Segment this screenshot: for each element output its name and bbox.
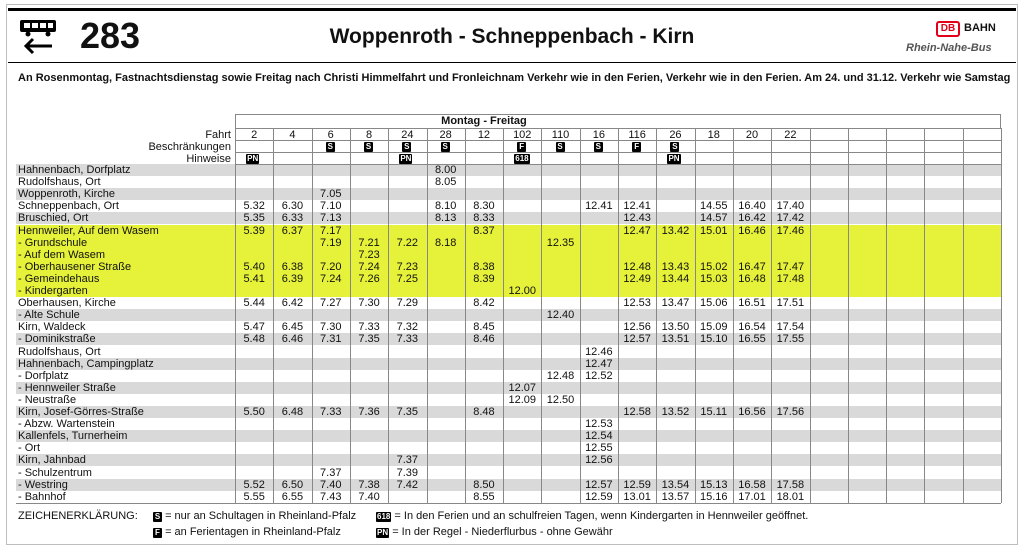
departure-time: 12.56 <box>623 321 651 334</box>
row-background <box>16 273 1001 285</box>
departure-time: 7.30 <box>320 321 342 334</box>
day-header: Montag - Freitag <box>441 115 527 127</box>
departure-time: 17.54 <box>776 321 805 334</box>
departure-time: 7.40 <box>320 478 342 491</box>
grid-line <box>388 128 389 503</box>
trip-number: 102 <box>513 129 532 141</box>
db-logo: DB <box>936 21 960 37</box>
departure-time: 8.00 <box>434 164 457 176</box>
grid-line <box>848 128 849 503</box>
departure-time: 5.48 <box>243 333 265 346</box>
stop-name: - Dorfplatz <box>18 369 69 382</box>
legend-item-f <box>153 526 341 538</box>
departure-time: 12.35 <box>546 236 575 249</box>
departure-time: 12.52 <box>585 369 613 382</box>
departure-time: 13.42 <box>661 224 690 237</box>
grid-line <box>273 128 274 503</box>
legend-symbol: F <box>153 528 162 538</box>
departure-time: 7.38 <box>358 478 380 491</box>
departure-time: 7.22 <box>396 236 419 249</box>
departure-time: 7.24 <box>358 260 380 273</box>
departure-time: 17.40 <box>776 200 805 213</box>
header-label: Fahrt <box>205 129 231 141</box>
row-background <box>16 358 1001 370</box>
stop-name: - Alte Schule <box>18 309 80 322</box>
trip-number: 18 <box>707 129 720 141</box>
departure-time: 15.10 <box>699 333 728 346</box>
departure-time: 7.24 <box>320 272 342 285</box>
departure-time: 7.10 <box>320 200 342 213</box>
departure-time: 5.41 <box>243 272 265 285</box>
departure-time: 12.09 <box>508 393 536 406</box>
departure-time: 12.43 <box>623 212 651 225</box>
departure-time: 12.56 <box>585 454 613 467</box>
stop-name: - Hennweiler Straße <box>18 381 116 394</box>
grid-line <box>350 128 351 503</box>
departure-time: 8.50 <box>473 478 495 491</box>
departure-time: 7.40 <box>358 490 380 503</box>
departure-time: 16.40 <box>738 200 766 213</box>
departure-time: 8.05 <box>434 176 457 189</box>
trip-number: 110 <box>551 129 570 141</box>
departure-time: 13.43 <box>661 260 690 273</box>
departure-time: 7.17 <box>320 224 342 237</box>
grid-line <box>503 128 504 503</box>
legend-symbol: 618 <box>377 512 391 521</box>
stop-name: - Westring <box>18 478 68 491</box>
legend-text: = In der Regel - Niederflurbus - ohne Gewähr <box>392 526 613 538</box>
stop-name: - Schulzentrum <box>18 466 92 479</box>
row-background <box>16 406 1001 418</box>
departure-time: 7.35 <box>396 406 419 418</box>
row-background <box>16 454 1001 466</box>
departure-time: 5.47 <box>243 321 265 334</box>
restriction-badge: S <box>327 142 333 151</box>
legend-symbol: S <box>154 512 161 521</box>
departure-time: 7.20 <box>320 260 342 273</box>
grid-line <box>312 128 313 503</box>
grid-line <box>235 152 1001 153</box>
service-notice: An Rosenmontag, Fastnachtsdienstag sowie Freitag nach Christi Himmelfahrt und Fronleichnam Verkehr wie in den Ferien, Verkehr wie in den Ferien. Am 24. und 31.12. Verkehr wie Samstag <box>18 72 1011 84</box>
stop-name: Rudolfshaus, Ort <box>18 176 101 189</box>
departure-time: 12.55 <box>585 442 613 455</box>
trip-number: 116 <box>628 129 646 141</box>
grid-line <box>465 128 466 503</box>
departure-time: 12.47 <box>623 224 651 237</box>
departure-time: 8.42 <box>473 297 495 310</box>
departure-time: 6.30 <box>281 200 304 213</box>
departure-time: 6.42 <box>281 297 304 310</box>
departure-time: 18.01 <box>776 490 805 503</box>
stop-name: - Abzw. Wartenstein <box>18 418 115 431</box>
departure-time: 7.27 <box>320 297 342 310</box>
grid-line <box>235 128 236 503</box>
departure-time: 5.35 <box>243 212 265 225</box>
grid-line <box>235 164 1001 165</box>
departure-time: 7.23 <box>396 260 419 273</box>
departure-time: 13.52 <box>661 406 690 418</box>
departure-time: 12.57 <box>585 478 613 491</box>
row-background <box>16 430 1001 442</box>
restriction-badge: S <box>365 142 372 151</box>
departure-time: 7.30 <box>358 297 380 310</box>
brand-subtitle: Rhein-Nahe-Bus <box>906 42 992 54</box>
departure-time: 6.55 <box>281 490 304 503</box>
legend-text: = In den Ferien und an schulfreien Tagen, wenn Kindergarten in Hennweiler geöffnet. <box>394 510 809 522</box>
departure-time: 12.57 <box>623 333 651 346</box>
departure-time: 7.31 <box>320 333 342 346</box>
grid-line <box>656 128 657 503</box>
departure-time: 12.40 <box>546 309 575 322</box>
stop-name: - Dominikstraße <box>18 333 96 346</box>
stop-name: Kirn, Josef-Görres-Straße <box>18 406 144 418</box>
row-background <box>16 479 1001 491</box>
stop-name: Kirn, Waldeck <box>18 321 86 334</box>
trip-number: 2 <box>251 129 258 141</box>
departure-time: 7.05 <box>320 188 342 201</box>
departure-time: 5.50 <box>243 406 265 418</box>
departure-time: 12.47 <box>585 357 613 370</box>
departure-time: 13.47 <box>661 297 690 310</box>
row-background <box>16 212 1001 224</box>
departure-time: 7.19 <box>320 236 342 249</box>
departure-time: 8.45 <box>473 321 495 334</box>
trip-number: 16 <box>592 129 605 141</box>
row-background <box>16 237 1001 249</box>
trip-number: 22 <box>784 129 797 141</box>
departure-time: 8.48 <box>473 406 495 418</box>
brand-bahn: BAHN <box>964 22 996 34</box>
trip-number: 8 <box>365 129 373 141</box>
departure-time: 17.47 <box>776 260 805 273</box>
departure-time: 12.49 <box>623 272 651 285</box>
stop-name: - Kindergarten <box>18 285 88 297</box>
departure-time: 16.42 <box>738 212 766 225</box>
restriction-badge: S <box>557 142 563 151</box>
note-badge: PN <box>668 154 680 163</box>
departure-time: 13.50 <box>661 321 690 334</box>
departure-time: 15.09 <box>699 321 728 334</box>
departure-time: 13.44 <box>661 272 690 285</box>
departure-time: 7.25 <box>396 272 419 285</box>
stop-name: - Bahnhof <box>18 490 66 503</box>
departure-time: 7.13 <box>320 212 342 225</box>
restriction-badge: S <box>404 142 410 151</box>
departure-time: 12.50 <box>546 393 575 406</box>
row-background <box>16 261 1001 273</box>
timetable <box>16 114 1016 504</box>
stop-name: Kirn, Jahnbad <box>18 454 86 467</box>
stop-name: Oberhausen, Kirche <box>18 297 116 310</box>
departure-time: 12.48 <box>623 260 651 273</box>
departure-time: 17.01 <box>738 490 766 503</box>
departure-time: 12.54 <box>585 430 613 443</box>
restriction-badge: S <box>595 142 602 151</box>
grid-line <box>16 503 1001 504</box>
legend-item-618 <box>376 510 808 522</box>
top-rule <box>8 8 1016 11</box>
departure-time: 7.37 <box>396 454 419 467</box>
departure-time: 12.59 <box>623 478 651 491</box>
row-background <box>16 164 1001 176</box>
header-divider <box>8 62 1016 63</box>
header-label: Beschränkungen <box>148 141 231 153</box>
legend-symbol: PN <box>377 528 389 537</box>
departure-time: 8.18 <box>434 236 457 249</box>
departure-time: 6.38 <box>281 260 304 273</box>
stop-name: - Gemeindehaus <box>18 272 100 285</box>
stop-name: Woppenroth, Kirche <box>18 188 116 201</box>
departure-time: 13.51 <box>661 333 690 346</box>
legend-text: = an Ferientagen in Rheinland-Pfalz <box>165 526 341 538</box>
stop-name: - Grundschule <box>18 236 88 249</box>
stop-name: Kallenfels, Turnerheim <box>18 430 128 443</box>
trip-number: 6 <box>327 129 334 141</box>
stop-name: - Auf dem Wasem <box>18 248 106 261</box>
grid-line <box>618 128 619 503</box>
departure-time: 8.33 <box>473 212 495 225</box>
grid-line <box>695 128 696 503</box>
grid-line <box>810 128 811 503</box>
legend-item-s <box>153 510 356 522</box>
note-badge: PN <box>247 154 259 163</box>
departure-time: 6.39 <box>281 272 304 285</box>
stop-name: Hennweiler, Auf dem Wasem <box>18 224 159 237</box>
departure-time: 16.51 <box>738 297 766 310</box>
departure-time: 7.21 <box>358 236 380 249</box>
departure-time: 7.42 <box>396 478 419 491</box>
departure-time: 8.30 <box>473 200 495 213</box>
grid-line <box>886 128 887 503</box>
departure-time: 5.39 <box>243 224 265 237</box>
stop-name: Hahnenbach, Campingplatz <box>18 357 154 370</box>
departure-time: 15.13 <box>699 478 728 491</box>
departure-time: 8.39 <box>473 272 495 285</box>
page-title: Woppenroth - Schneppenbach - Kirn <box>329 25 695 48</box>
departure-time: 7.33 <box>358 321 380 334</box>
departure-time: 12.41 <box>585 200 613 213</box>
note-badge: 618 <box>515 154 529 163</box>
departure-time: 8.37 <box>473 224 495 237</box>
departure-time: 17.42 <box>776 212 805 225</box>
departure-time: 8.10 <box>434 200 457 213</box>
trip-number: 20 <box>745 129 759 141</box>
restriction-badge: S <box>442 142 448 151</box>
grid-line <box>733 128 734 503</box>
trip-number: 26 <box>669 129 682 141</box>
departure-time: 17.55 <box>776 333 805 346</box>
row-background <box>16 249 1001 261</box>
departure-time: 14.57 <box>699 212 728 225</box>
departure-time: 7.33 <box>396 333 419 346</box>
departure-time: 12.41 <box>623 200 651 213</box>
departure-time: 16.58 <box>738 478 766 491</box>
departure-time: 7.32 <box>396 321 419 334</box>
departure-time: 13.01 <box>623 490 651 503</box>
departure-time: 12.53 <box>623 297 651 310</box>
departure-time: 7.29 <box>396 297 419 310</box>
departure-time: 6.50 <box>281 478 304 491</box>
stop-name: - Ort <box>18 442 40 455</box>
grid-line <box>1001 128 1002 503</box>
departure-time: 17.58 <box>776 478 805 491</box>
departure-time: 5.44 <box>243 297 265 310</box>
trip-number: 24 <box>401 129 414 141</box>
departure-time: 6.48 <box>281 406 304 418</box>
trip-number: 12 <box>477 129 491 141</box>
restriction-badge: F <box>517 142 526 152</box>
departure-time: 7.35 <box>358 333 380 346</box>
departure-time: 17.51 <box>776 297 805 310</box>
departure-time: 15.01 <box>699 224 728 237</box>
stop-name: Bruschied, Ort <box>18 212 89 225</box>
departure-time: 7.36 <box>358 406 380 418</box>
departure-time: 15.16 <box>699 490 728 503</box>
restriction-badge: F <box>632 142 641 152</box>
departure-time: 12.00 <box>508 285 536 297</box>
departure-time: 8.55 <box>473 490 495 503</box>
departure-time: 7.26 <box>358 272 380 285</box>
trip-number: 4 <box>289 129 296 141</box>
header-label: Hinweise <box>186 153 231 165</box>
departure-time: 8.38 <box>473 260 495 273</box>
departure-time: 7.37 <box>320 466 342 479</box>
departure-time: 17.56 <box>776 406 805 418</box>
row-background <box>16 225 1001 237</box>
departure-time: 7.39 <box>396 466 419 479</box>
note-badge: PN <box>400 154 412 163</box>
stop-name: - Oberhausener Straße <box>18 260 132 273</box>
departure-time: 7.33 <box>320 406 342 418</box>
stop-name: Rudolfshaus, Ort <box>18 345 101 358</box>
row-background <box>16 333 1001 345</box>
departure-time: 5.55 <box>243 490 265 503</box>
stop-name: Hahnenbach, Dorfplatz <box>18 164 131 176</box>
departure-time: 15.11 <box>700 406 728 418</box>
departure-time: 14.55 <box>699 200 728 213</box>
departure-time: 12.58 <box>623 406 651 418</box>
grid-line <box>924 128 925 503</box>
departure-time: 6.46 <box>281 333 304 346</box>
departure-time: 6.37 <box>281 224 304 237</box>
departure-time: 6.45 <box>281 321 304 334</box>
departure-time: 15.02 <box>699 260 728 273</box>
departure-time: 7.23 <box>358 248 380 261</box>
departure-time: 16.54 <box>738 321 766 334</box>
departure-time: 15.06 <box>699 297 728 310</box>
departure-time: 12.07 <box>508 381 536 394</box>
row-background <box>16 188 1001 200</box>
departure-time: 5.32 <box>243 200 265 213</box>
departure-time: 6.33 <box>281 212 304 225</box>
stop-name: Schneppenbach, Ort <box>18 200 119 213</box>
legend-text: = nur an Schultagen in Rheinland-Pfalz <box>165 510 357 522</box>
legend-title: ZEICHENERKLÄRUNG: <box>18 510 138 522</box>
departure-time: 13.57 <box>661 490 690 503</box>
departure-time: 8.46 <box>473 333 495 346</box>
departure-time: 17.48 <box>776 272 805 285</box>
departure-time: 16.47 <box>738 260 766 273</box>
grid-line <box>771 128 772 503</box>
row-background <box>16 309 1001 321</box>
route-number: 283 <box>80 15 141 56</box>
stop-name: - Neustraße <box>18 393 77 406</box>
departure-time: 16.56 <box>738 406 766 418</box>
departure-time: 7.43 <box>320 490 342 503</box>
departure-time: 12.48 <box>546 369 575 382</box>
departure-time: 12.46 <box>585 345 613 358</box>
departure-time: 12.53 <box>585 418 613 431</box>
trip-number: 28 <box>439 129 452 141</box>
legend-item-pn <box>376 526 613 538</box>
departure-time: 15.03 <box>699 272 728 285</box>
departure-time: 16.48 <box>738 272 766 285</box>
departure-time: 12.59 <box>585 490 613 503</box>
departure-time: 13.54 <box>661 478 690 491</box>
restriction-badge: S <box>672 142 678 151</box>
grid-line <box>963 128 964 503</box>
departure-time: 17.46 <box>776 224 805 237</box>
departure-time: 5.40 <box>243 260 265 273</box>
departure-time: 5.52 <box>243 478 265 491</box>
departure-time: 16.46 <box>738 224 766 237</box>
departure-time: 8.13 <box>434 212 457 225</box>
departure-time: 16.55 <box>738 333 766 346</box>
